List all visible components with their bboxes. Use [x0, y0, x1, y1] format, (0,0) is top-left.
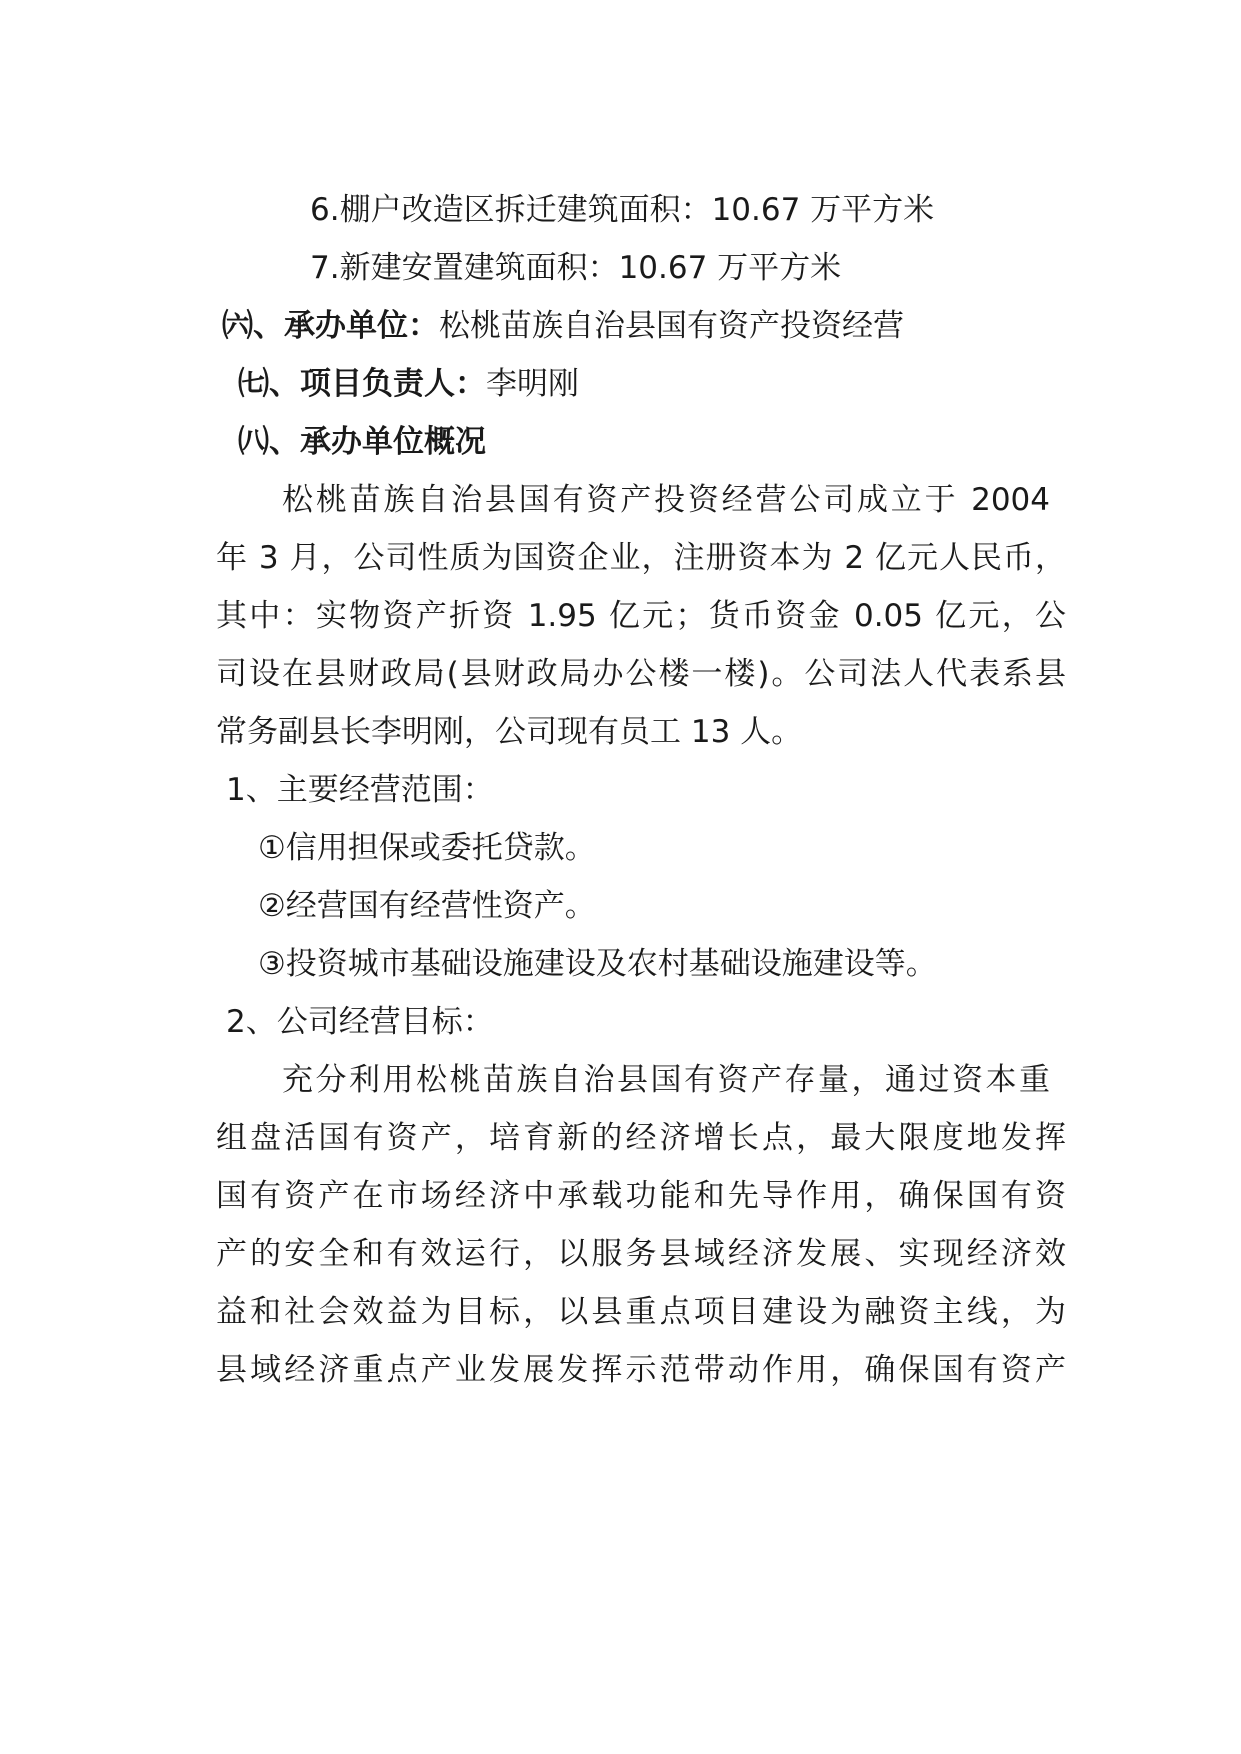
shantytown-demolition-area-line	[310, 178, 1010, 242]
business-scope-heading	[226, 758, 1076, 822]
line-text: 6.棚户改造区拆迁建筑面积：10.67 万平方米	[310, 192, 935, 228]
line-text: 7.新建安置建筑面积：10.67 万平方米	[310, 250, 842, 286]
list-item-text: ③投资城市基础设施建设及农村基础设施建设等。	[258, 946, 937, 982]
scope-item-2	[258, 874, 1108, 938]
business-goal-heading	[226, 990, 1076, 1054]
paragraph-text: 国有资产在市场经济中承载功能和先导作用，确保国有资	[216, 1178, 1066, 1214]
section-value: 李明刚	[486, 366, 579, 402]
goal-paragraph-line-3	[216, 1164, 1066, 1228]
section-label: ㈦、项目负责人：	[238, 366, 486, 402]
paragraph-text: 产的安全和有效运行，以服务县域经济发展、实现经济效	[216, 1236, 1066, 1272]
goal-paragraph-line-4	[216, 1222, 1066, 1286]
section-value: 松桃苗族自治县国有资产投资经营	[439, 308, 904, 344]
company-intro-line-4	[216, 642, 1066, 706]
paragraph-text: 其中：实物资产折资 1.95 亿元；货币资金 0.05 亿元，公	[216, 598, 1066, 634]
goal-paragraph-line-6	[216, 1338, 1066, 1402]
paragraph-text: 松桃苗族自治县国有资产投资经营公司成立于 2004	[282, 482, 1050, 518]
paragraph-text: 司设在县财政局(县财政局办公楼一楼)。公司法人代表系县	[216, 656, 1066, 692]
paragraph-text: 年 3 月，公司性质为国资企业，注册资本为 2 亿元人民币，	[216, 540, 1066, 576]
paragraph-text: 益和社会效益为目标，以县重点项目建设为融资主线，为	[216, 1294, 1066, 1330]
scope-item-3	[258, 932, 1108, 996]
paragraph-text: 充分利用松桃苗族自治县国有资产存量，通过资本重	[282, 1062, 1050, 1098]
project-leader-line	[238, 352, 1088, 416]
company-intro-line-3	[216, 584, 1066, 648]
goal-paragraph-line-2	[216, 1106, 1066, 1170]
paragraph-text: 组盘活国有资产，培育新的经济增长点，最大限度地发挥	[216, 1120, 1066, 1156]
undertaking-unit-line	[222, 294, 1072, 358]
goal-paragraph-line-5	[216, 1280, 1066, 1344]
section-label: ㈥、承办单位：	[222, 308, 439, 344]
goal-paragraph-line-1	[282, 1048, 1050, 1112]
heading-text: 1、主要经营范围：	[226, 772, 494, 808]
scope-item-1	[258, 816, 1108, 880]
paragraph-text: 县域经济重点产业发展发挥示范带动作用，确保国有资产	[216, 1352, 1066, 1388]
list-item-text: ②经营国有经营性资产。	[258, 888, 596, 924]
company-intro-line-2	[216, 526, 1066, 590]
list-item-text: ①信用担保或委托贷款。	[258, 830, 596, 866]
undertaking-unit-overview-heading	[238, 410, 1088, 474]
heading-text: 2、公司经营目标：	[226, 1004, 494, 1040]
resettlement-building-area-line	[310, 236, 1010, 300]
section-label: ㈧、承办单位概况	[238, 424, 486, 460]
company-intro-line-1	[282, 468, 1050, 532]
company-intro-line-5	[216, 700, 1066, 764]
paragraph-text: 常务副县长李明刚，公司现有员工 13 人。	[216, 714, 803, 750]
